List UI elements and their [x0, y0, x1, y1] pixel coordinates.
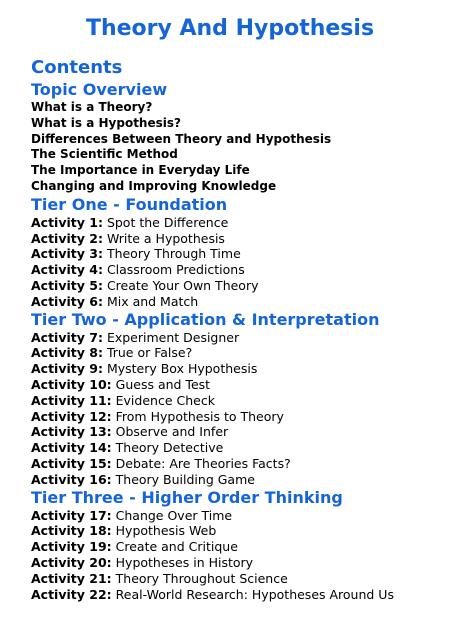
activity-item	[31, 424, 451, 440]
activity-title: Mix and Match	[106, 293, 199, 309]
activity-title: Theory Through Time	[106, 246, 241, 262]
activity-title: Real-World Research: Hypotheses Around Us	[115, 586, 394, 602]
activity-title: From Hypothesis to Theory	[115, 408, 284, 424]
contents-heading: Contents	[31, 57, 123, 78]
activity-title: Experiment Designer	[106, 329, 240, 345]
activity-item	[31, 262, 451, 278]
activity-label: Activity 16:	[31, 471, 112, 487]
section-heading-tier-three: Tier Three - Higher Order Thinking	[31, 487, 343, 507]
activity-label: Activity 10:	[31, 376, 112, 392]
table-of-contents	[31, 57, 451, 602]
tier-two-activity-list	[31, 330, 451, 488]
activity-label: Activity 19:	[31, 539, 112, 555]
activity-item	[31, 330, 451, 346]
activity-label: Activity 6:	[31, 293, 103, 309]
activity-label: Activity 13:	[31, 424, 112, 440]
document-title: Theory And Hypothesis	[85, 16, 375, 41]
activity-title: Hypothesis Web	[115, 523, 217, 539]
activity-item	[31, 231, 451, 247]
section-heading-tier-two: Tier Two - Application & Interpretation	[31, 309, 380, 329]
activity-item	[31, 345, 451, 361]
activity-item	[31, 440, 451, 456]
list-item: Changing and Improving Knowledge	[31, 178, 277, 193]
tier-three-activity-list	[31, 508, 451, 603]
activity-label: Activity 8:	[31, 345, 103, 361]
activity-label: Activity 5:	[31, 277, 103, 293]
activity-title: Hypotheses in History	[115, 554, 254, 570]
activity-item	[31, 377, 451, 393]
activity-item	[31, 409, 451, 425]
activity-label: Activity 7:	[31, 329, 103, 345]
list-item: What is a Hypothesis?	[31, 115, 181, 130]
activity-title: Theory Building Game	[115, 471, 255, 487]
activity-title: Create Your Own Theory	[106, 277, 259, 293]
activity-item	[31, 555, 451, 571]
activity-label: Activity 15:	[31, 455, 112, 471]
activity-label: Activity 4:	[31, 262, 103, 278]
activity-item	[31, 246, 451, 262]
section-heading-topic-overview: Topic Overview	[31, 80, 168, 99]
activity-label: Activity 21:	[31, 570, 112, 586]
activity-item	[31, 393, 451, 409]
activity-item	[31, 456, 451, 472]
activity-title: Evidence Check	[115, 392, 215, 408]
activity-title: Classroom Predictions	[106, 262, 245, 278]
list-item: The Importance in Everyday Life	[31, 163, 250, 178]
list-item: Differences Between Theory and Hypothesis	[31, 131, 332, 146]
activity-label: Activity 12:	[31, 408, 112, 424]
list-item: The Scientific Method	[31, 147, 178, 162]
activity-title: True or False?	[106, 345, 193, 361]
activity-title: Theory Detective	[115, 440, 224, 456]
activity-title: Write a Hypothesis	[106, 230, 225, 246]
tier-one-activity-list	[31, 215, 451, 310]
activity-item	[31, 523, 451, 539]
activity-item	[31, 508, 451, 524]
topic-overview-list	[31, 100, 451, 195]
activity-item	[31, 215, 451, 231]
activity-title: Create and Critique	[115, 539, 238, 555]
activity-label: Activity 11:	[31, 392, 112, 408]
activity-label: Activity 1:	[31, 214, 103, 230]
activity-item	[31, 361, 451, 377]
activity-title: Theory Throughout Science	[115, 570, 288, 586]
activity-title: Debate: Are Theories Facts?	[115, 455, 291, 471]
section-heading-tier-one: Tier One - Foundation	[31, 194, 228, 214]
activity-label: Activity 18:	[31, 523, 112, 539]
activity-title: Mystery Box Hypothesis	[106, 361, 258, 377]
activity-title: Guess and Test	[115, 376, 211, 392]
activity-label: Activity 22:	[31, 586, 112, 602]
activity-item	[31, 278, 451, 294]
activity-title: Change Over Time	[115, 507, 233, 523]
activity-item	[31, 571, 451, 587]
activity-label: Activity 3:	[31, 246, 103, 262]
activity-label: Activity 17:	[31, 507, 112, 523]
activity-label: Activity 2:	[31, 230, 103, 246]
activity-label: Activity 14:	[31, 440, 112, 456]
activity-label: Activity 20:	[31, 554, 112, 570]
activity-item	[31, 294, 451, 310]
activity-label: Activity 9:	[31, 361, 103, 377]
activity-item	[31, 539, 451, 555]
activity-item	[31, 472, 451, 488]
activity-title: Spot the Difference	[106, 214, 229, 230]
list-item: What is a Theory?	[31, 100, 153, 114]
activity-item	[31, 587, 451, 603]
activity-title: Observe and Infer	[115, 424, 229, 440]
